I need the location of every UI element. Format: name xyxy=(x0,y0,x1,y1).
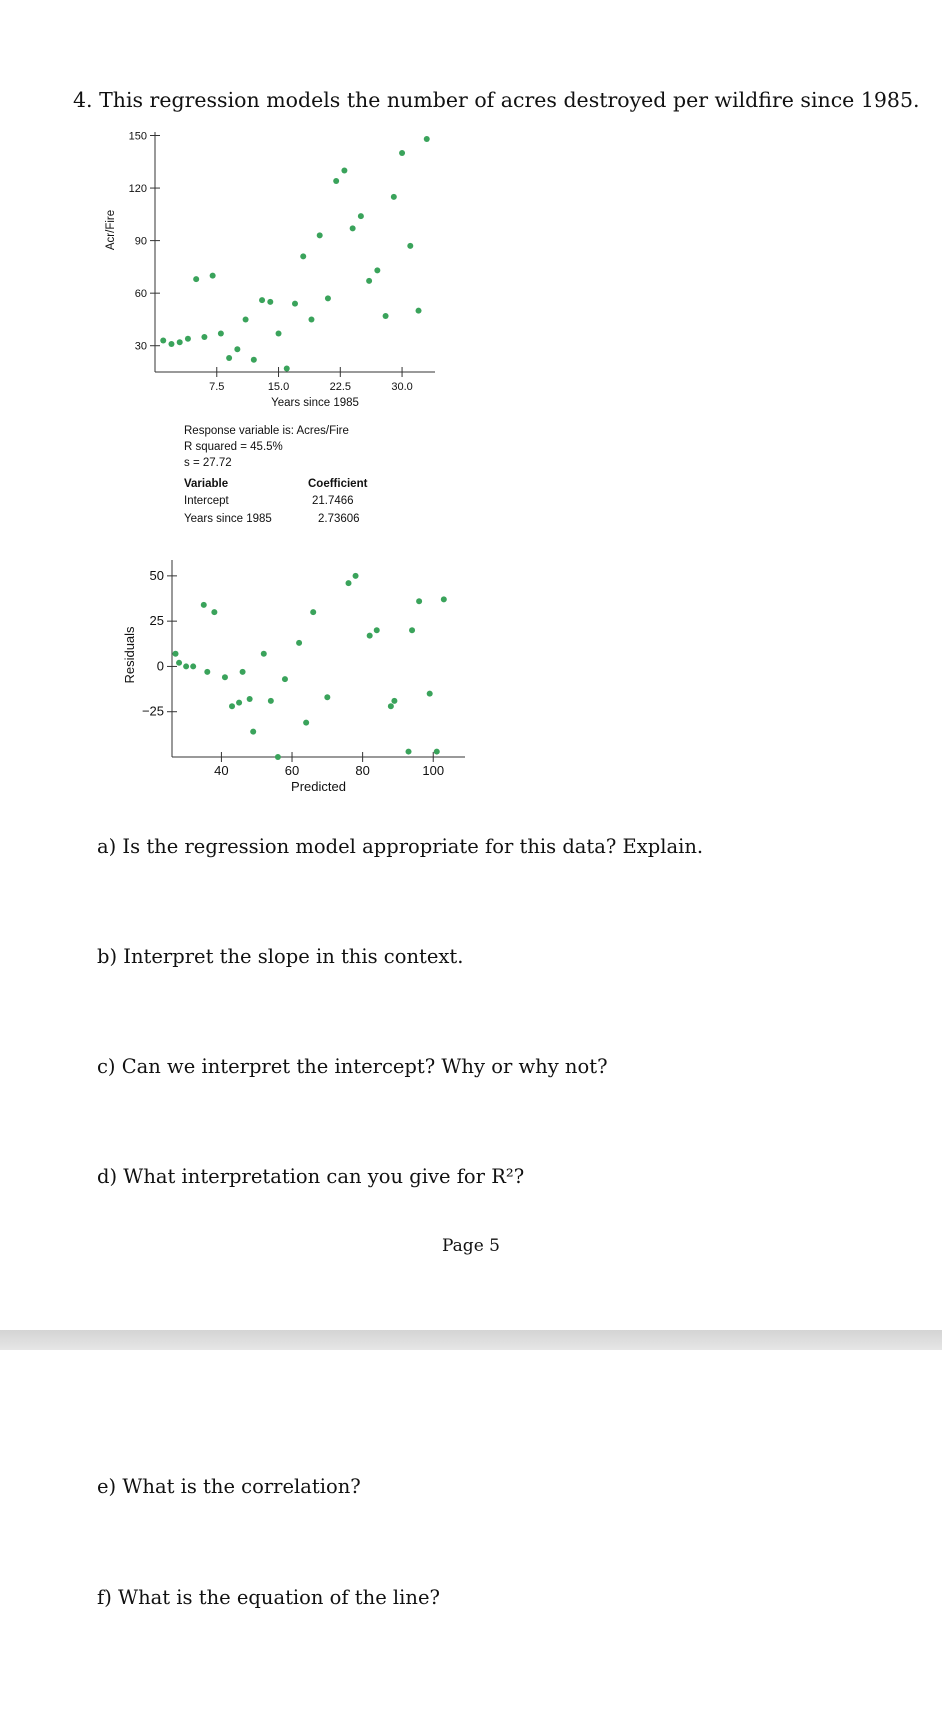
question-c: c) Can we interpret the intercept? Why or why not? xyxy=(97,1055,608,1078)
data-point xyxy=(310,609,316,615)
data-point xyxy=(407,243,413,249)
data-point xyxy=(284,365,290,371)
data-point xyxy=(268,698,274,704)
data-point xyxy=(388,703,394,709)
data-point xyxy=(391,194,397,200)
page-6 xyxy=(0,1350,942,1721)
variable-header: Variable xyxy=(184,478,229,490)
data-point xyxy=(211,609,217,615)
data-point xyxy=(282,676,288,682)
question-header: 4. This regression models the number of acres destroyed per wildfire since 1985. xyxy=(73,88,920,112)
data-point xyxy=(367,633,373,639)
data-point xyxy=(350,225,356,231)
intercept-coefficient: 21.7466 xyxy=(312,495,354,507)
data-point xyxy=(190,663,196,669)
data-point xyxy=(300,253,306,259)
coefficient-header: Coefficient xyxy=(308,478,368,490)
y-tick-label: 50 xyxy=(149,567,164,583)
data-point xyxy=(204,669,210,675)
data-point xyxy=(177,339,183,345)
x-tick-label: 40 xyxy=(214,763,229,778)
y-axis-label: Residuals xyxy=(122,626,137,684)
data-point xyxy=(276,330,282,336)
data-point xyxy=(406,749,412,755)
data-point xyxy=(374,627,380,633)
data-point xyxy=(366,278,372,284)
data-point xyxy=(267,299,273,305)
data-point xyxy=(308,316,314,322)
regression-output xyxy=(184,425,414,530)
data-point xyxy=(160,337,166,343)
data-point xyxy=(416,598,422,604)
data-point xyxy=(183,663,189,669)
data-point xyxy=(296,640,302,646)
residuals-vs-predicted-plot xyxy=(120,545,480,825)
data-point xyxy=(374,267,380,273)
data-point xyxy=(251,357,257,363)
y-axis-label: Acr/Fire xyxy=(105,209,117,251)
x-tick-label: 15.0 xyxy=(267,381,290,393)
data-point xyxy=(226,355,232,361)
page-number: Page 5 xyxy=(442,1236,500,1256)
data-point xyxy=(259,297,265,303)
data-point xyxy=(243,316,249,322)
y-tick-label: 0 xyxy=(156,658,164,674)
data-point xyxy=(358,213,364,219)
data-point xyxy=(247,696,253,702)
y-tick-label: 60 xyxy=(134,288,147,301)
data-point xyxy=(236,700,242,706)
data-point xyxy=(176,660,182,666)
slope-coefficient: 2.73606 xyxy=(318,513,360,525)
data-point xyxy=(391,698,397,704)
data-point xyxy=(409,627,415,633)
data-point xyxy=(317,232,323,238)
x-axis-label: Years since 1985 xyxy=(271,397,359,409)
data-point xyxy=(353,573,359,579)
data-point xyxy=(185,336,191,342)
question-d: d) What interpretation can you give for R²? xyxy=(97,1165,525,1188)
y-tick-label: 90 xyxy=(134,235,147,248)
data-point xyxy=(168,341,174,347)
data-point xyxy=(424,136,430,142)
data-point xyxy=(341,168,347,174)
data-point xyxy=(325,295,331,301)
x-axis-label: Predicted xyxy=(291,779,346,794)
question-b: b) Interpret the slope in this context. xyxy=(97,945,464,968)
y-tick-label: 150 xyxy=(128,130,147,143)
data-point xyxy=(201,602,207,608)
s-value: s = 27.72 xyxy=(184,457,232,469)
data-point xyxy=(303,720,309,726)
r-squared: R squared = 45.5% xyxy=(184,441,283,453)
data-point xyxy=(250,729,256,735)
data-point xyxy=(346,580,352,586)
y-tick-label: 30 xyxy=(134,340,147,353)
data-point xyxy=(333,178,339,184)
page-separator xyxy=(0,1330,942,1350)
data-point xyxy=(324,694,330,700)
x-tick-label: 30.0 xyxy=(391,381,413,393)
data-point xyxy=(383,313,389,319)
y-tick-label: 120 xyxy=(128,183,147,196)
acres-per-fire-scatterplot xyxy=(100,120,460,420)
data-point xyxy=(201,334,207,340)
data-point xyxy=(441,596,447,602)
data-point xyxy=(173,651,179,657)
x-tick-label: 60 xyxy=(284,763,300,778)
y-tick-label: −25 xyxy=(141,703,164,719)
data-point xyxy=(399,150,405,156)
data-point xyxy=(292,301,298,307)
data-point xyxy=(193,276,199,282)
x-tick-label: 100 xyxy=(422,763,445,778)
response-variable: Response variable is: Acres/Fire xyxy=(184,425,349,437)
intercept-label: Intercept xyxy=(184,495,229,507)
y-tick-label: 25 xyxy=(149,613,164,629)
x-tick-label: 22.5 xyxy=(329,381,352,393)
data-point xyxy=(240,669,246,675)
data-point xyxy=(229,703,235,709)
data-point xyxy=(434,749,440,755)
x-tick-label: 80 xyxy=(355,763,370,778)
data-point xyxy=(210,273,216,279)
question-f: f) What is the equation of the line? xyxy=(97,1586,440,1609)
x-tick-label: 7.5 xyxy=(209,381,225,393)
data-point xyxy=(427,691,433,697)
data-point xyxy=(222,674,228,680)
data-point xyxy=(416,308,422,314)
data-point xyxy=(234,346,240,352)
data-point xyxy=(275,754,281,760)
question-a: a) Is the regression model appropriate for this data? Explain. xyxy=(97,835,704,858)
data-point xyxy=(261,651,267,657)
slope-label: Years since 1985 xyxy=(184,513,272,525)
data-point xyxy=(218,330,224,336)
question-e: e) What is the correlation? xyxy=(97,1475,361,1498)
